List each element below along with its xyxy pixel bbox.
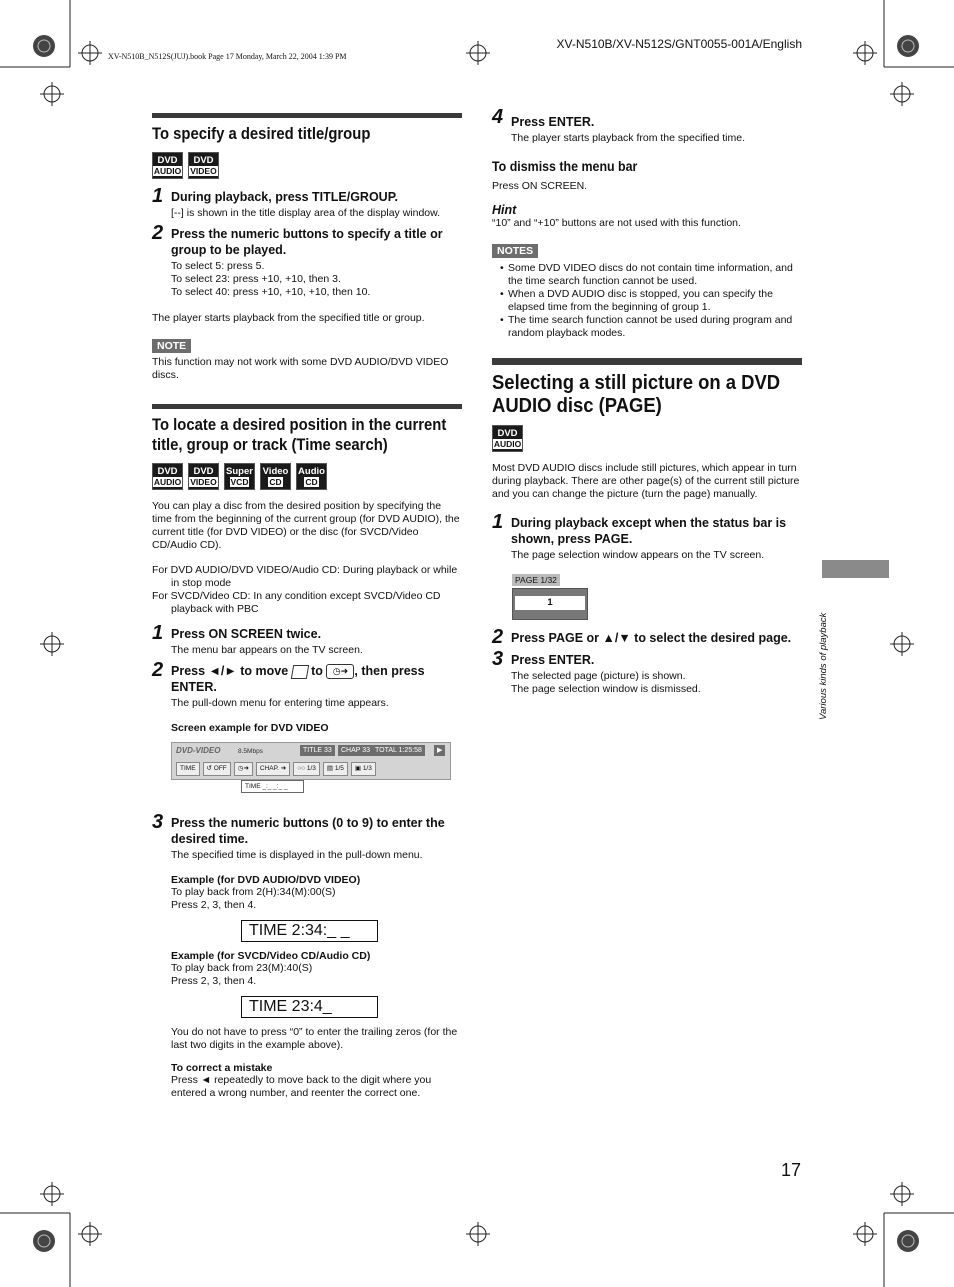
correct-title: To correct a mistake (171, 1062, 273, 1075)
dvd-video-icon: DVD VIDEO (188, 463, 219, 490)
step: 3 Press ENTER. The selected page (picture) is shown. The page selection window is dismissed. (492, 652, 802, 696)
step-title: Press ENTER. (511, 653, 595, 667)
trailing-note: You do not have to press “0” to enter the trailing zeros (for the last two digits in the example above). (171, 1026, 458, 1052)
example-line: To play back from 23(M):40(S) (171, 962, 313, 975)
page-label: PAGE 1/32 (512, 574, 560, 586)
step-title: Press ON SCREEN twice. (171, 627, 322, 641)
osd-cell: ▣ 1/3 (351, 762, 376, 776)
step-desc: The pull-down menu for entering time appears. (171, 697, 389, 710)
intro-text: Most DVD AUDIO discs include still pictures, which appear in turn during playback. There are other page(s) of the current still picture and you can change the picture (turn the page) manually. (492, 462, 800, 500)
section-rule (152, 404, 462, 409)
step-desc: The specified time is displayed in the pull-down menu. (171, 849, 423, 862)
step: 1 During playback except when the status bar is shown, press PAGE. The page selection window appears on the TV screen. (492, 515, 802, 562)
super-vcd-icon: Super VCD (224, 463, 255, 490)
osd-menu-bar (171, 742, 451, 780)
page-number: 17 (781, 1160, 802, 1180)
list-item: • Some DVD VIDEO discs do not contain time information, and the time search function cannot be used. (500, 262, 802, 288)
screen-example-label: Screen example for DVD VIDEO (171, 722, 329, 735)
header-book-info: XV-N510B_N512S(JUJ).book Page 17 Monday, March 22, 2004 1:39 PM (108, 52, 347, 61)
osd-cell: ○○ 1/3 (293, 762, 320, 776)
step-title: Press ENTER. (511, 115, 595, 129)
step: 2 Press PAGE or ▲/▼ to select the desired page. (492, 630, 802, 646)
osd-cell: ◷➜ (234, 762, 253, 776)
page-value: 1 (515, 596, 585, 610)
osd-total: TOTAL 1:25:58 (372, 745, 425, 756)
section-rule (492, 358, 802, 365)
example-title: Example (for SVCD/Video CD/Audio CD) (171, 950, 371, 963)
screen-example (171, 742, 462, 793)
step: 2 Press the numeric buttons to specify a title or group to be played. To select 5: press 5. To select 23: press +10, +10, then 3. To select 40: press +10, +10, +10, then 10. (152, 226, 462, 299)
section-title-title-group: To specify a desired title/group (152, 125, 371, 143)
osd-chap: CHAP 33 (338, 745, 373, 756)
osd-play-icon: ▶ (434, 745, 445, 756)
audio-cd-icon: Audio CD (296, 463, 327, 490)
dismiss-title: To dismiss the menu bar (492, 159, 638, 174)
step: 2 Press ◄/► to move to ◷➜ , then press ENTER. The pull-down menu for entering time appears. (152, 663, 462, 710)
example-title: Example (for DVD AUDIO/DVD VIDEO) (171, 874, 361, 887)
hint-text: “10” and “+10” buttons are not used with this function. (492, 217, 741, 229)
time-display: TIME 23:4_ (241, 996, 378, 1018)
osd-cell: CHAP. ➜ (256, 762, 290, 776)
header-model: XV-N510B/XV-N512S/GNT0055-001A/English (556, 37, 802, 51)
side-tab (822, 560, 889, 578)
dvd-audio-icon: DVD AUDIO (152, 463, 183, 490)
section-rule (152, 113, 462, 118)
step: 1 During playback, press TITLE/GROUP. [--] is shown in the title display area of the display window. (152, 189, 462, 220)
notes-label: NOTES (492, 244, 538, 258)
step-title: During playback except when the status bar is shown, press PAGE. (511, 516, 787, 546)
osd-title: TITLE 33 (300, 745, 335, 756)
left-column (152, 113, 462, 1100)
example-line: To play back from 2(H):34(M):00(S) (171, 886, 336, 899)
section-title-page: Selecting a still picture on a DVD AUDIO disc (PAGE) (492, 371, 781, 417)
list-item: • When a DVD AUDIO disc is stopped, you can specify the elapsed time from the beginning of group 1. (500, 288, 802, 314)
step-desc: The selected page (picture) is shown. The page selection window is dismissed. (511, 670, 701, 695)
examples (171, 874, 462, 1100)
step-title: Press the numeric buttons to specify a title or group to be played. (171, 227, 443, 257)
result-text: The player starts playback from the specified title or group. (152, 312, 425, 324)
osd-pulldown: TIME _:_ _:_ _ (241, 780, 304, 793)
time-search-icon: ◷➜ (326, 664, 354, 679)
step-desc: The page selection window appears on the TV screen. (511, 549, 765, 561)
page-selection-window (512, 570, 588, 620)
section-title-time-search: To locate a desired position in the current title, group or track (Time search) (152, 416, 447, 454)
osd-row (176, 762, 376, 776)
note-label: NOTE (152, 339, 191, 353)
correct-text: Press ◄ repeatedly to move back to the digit where you entered a wrong number, and reenter the correct one. (171, 1074, 432, 1100)
dvd-audio-icon: DVD AUDIO (152, 152, 183, 179)
osd-cell: TIME (176, 762, 200, 776)
hint-title: Hint (492, 203, 517, 217)
step-title: Press the numeric buttons (0 to 9) to enter the desired time. (171, 816, 445, 847)
example-line: Press 2, 3, then 4. (171, 899, 257, 912)
step: 1 Press ON SCREEN twice. The menu bar appears on the TV screen. (152, 626, 462, 657)
example-line: Press 2, 3, then 4. (171, 975, 257, 988)
osd-logo: DVD-VIDEO (176, 746, 221, 756)
disc-badges (152, 152, 462, 179)
osd-cell: ▤ 1/5 (323, 762, 348, 776)
notes-list (492, 262, 802, 340)
intro-text: You can play a disc from the desired position by specifying the time from the beginning of the current group (for DVD AUDIO), the current title (for DVD VIDEO) or the disc (for SVCD/Video CD/Audio CD). (152, 500, 460, 551)
right-column (492, 104, 802, 696)
side-label: Various kinds of playback (818, 612, 829, 720)
dismiss-text: Press ON SCREEN. (492, 180, 588, 192)
step-desc: The player starts playback from the specified time. (511, 132, 746, 144)
step-desc: To select 5: press 5. To select 23: press +10, +10, then 3. To select 40: press +10, +10, +10, then 10. (171, 260, 371, 298)
step-desc: [--] is shown in the title display area of the display window. (171, 207, 441, 219)
osd-cell: ↺ OFF (203, 762, 231, 776)
dvd-video-icon: DVD VIDEO (188, 152, 219, 179)
step-desc: The menu bar appears on the TV screen. (171, 644, 363, 656)
step-title: During playback, press TITLE/GROUP. (171, 190, 398, 204)
step: 3 Press the numeric buttons (0 to 9) to enter the desired time. The specified time is displayed in the pull-down menu. (152, 815, 462, 862)
time-display: TIME 2:34:_ _ (241, 920, 378, 942)
dvd-audio-icon: DVD AUDIO (492, 425, 523, 452)
list-item: • The time search function cannot be used during program and random playback modes. (500, 314, 802, 340)
step-title: Press ◄/► to move to ◷➜ , then press ENTER. (171, 664, 425, 695)
condition-text: For SVCD/Video CD: In any condition except SVCD/Video CD playback with PBC (152, 590, 441, 615)
step-title: Press PAGE or ▲/▼ to select the desired page. (511, 631, 792, 645)
osd-bitrate: 8.5Mbps (238, 748, 263, 756)
video-cd-icon: Video CD (260, 463, 291, 490)
cursor-icon (290, 665, 308, 679)
step: 4 Press ENTER. The player starts playback from the specified time. (492, 110, 802, 145)
condition-text: For DVD AUDIO/DVD VIDEO/Audio CD: During playback or while in stop mode (152, 564, 458, 589)
disc-badges (152, 463, 462, 490)
note-text: This function may not work with some DVD AUDIO/DVD VIDEO discs. (152, 356, 449, 381)
page-value-box (512, 588, 588, 620)
disc-badges (492, 425, 802, 452)
